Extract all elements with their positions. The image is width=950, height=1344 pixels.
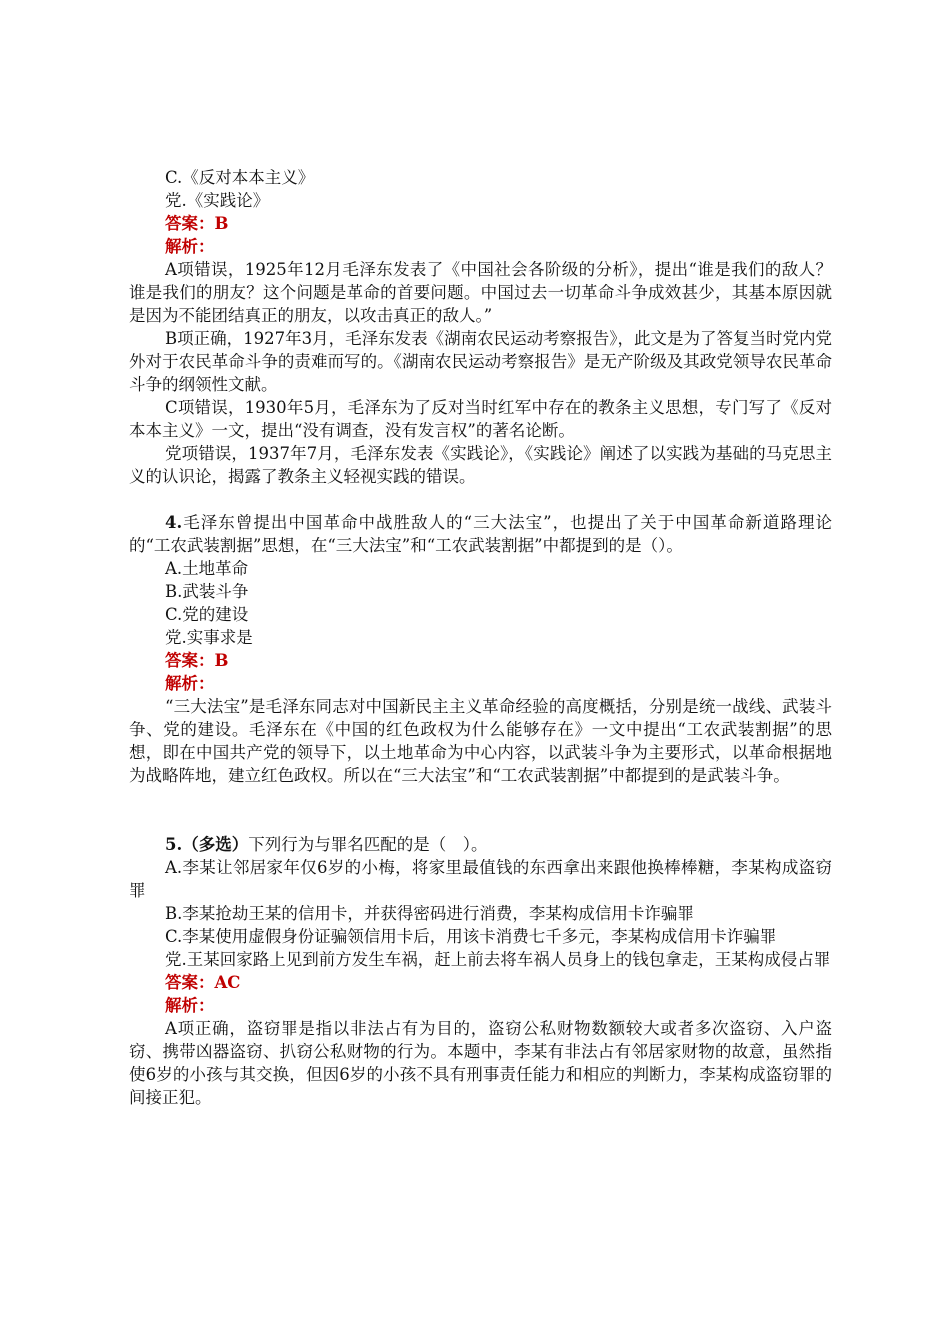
analysis-label: 解析： bbox=[165, 674, 215, 693]
analysis-label: 解析： bbox=[165, 996, 215, 1015]
option-b: B.武装斗争 bbox=[165, 582, 249, 601]
analysis-paragraph: “三大法宝”是毛泽东同志对中国新民主主义革命经验的高度概括，分别是统一战线、武装斗争、党的建设。毛泽东在《中国的红色政权为什么能够存在》一文中提出“工农武装割据”的思想，即在中国共产党的领导下，以土地革命为中心内容，以武装斗争为主要形式，以革命根据地为战略阵地，建立红色政权。所以在“三大法宝”和“工农武装割据”中都提到的是武装斗争。 bbox=[129, 697, 832, 785]
question-stem bbox=[129, 833, 832, 856]
answer-label: 答案：AC bbox=[165, 973, 241, 992]
analysis-paragraph: A项正确，盗窃罪是指以非法占有为目的，盗窃公私财物数额较大或者多次盗窃、入户盗窃、携带凶器盗窃、扒窃公私财物的行为。本题中，李某有非法占有邻居家财物的故意，虽然指使6岁的小孩与其交换，但因6岁的小孩不具有刑事责任能力和相应的判断力，李某构成盗窃罪的间接正犯。 bbox=[129, 1019, 832, 1107]
option-a: A.李某让邻居家年仅6岁的小梅，将家里最值钱的东西拿出来跟他换棒棒糖，李某构成盗窃罪 bbox=[129, 858, 832, 900]
answer-label: 答案：B bbox=[165, 651, 229, 670]
spacer bbox=[129, 787, 832, 810]
question-4 bbox=[129, 511, 832, 787]
option-c: C.李某使用虚假身份证骗领信用卡后，用该卡消费七千多元，李某构成信用卡诈骗罪 bbox=[165, 927, 777, 946]
spacer bbox=[129, 488, 832, 511]
question-number: 5. bbox=[165, 835, 183, 854]
option-c: C.《反对本本主义》 bbox=[165, 168, 315, 187]
option-d: 党.实事求是 bbox=[165, 628, 253, 647]
option-a: A.土地革命 bbox=[165, 559, 249, 578]
question-type-tag: （多选） bbox=[182, 835, 249, 854]
question-stem bbox=[129, 511, 832, 557]
analysis-paragraph: A项错误，1925年12月毛泽东发表了《中国社会各阶级的分析》，提出“谁是我们的敌人？谁是我们的朋友？这个问题是革命的首要问题。中国过去一切革命斗争成效甚少，其基本原因就是因为不能团结真正的朋友，以攻击真正的敌人。” bbox=[129, 260, 832, 325]
analysis-paragraph: C项错误，1930年5月，毛泽东为了反对当时红军中存在的教条主义思想，专门写了《反对本本主义》一文，提出“没有调查，没有发言权”的著名论断。 bbox=[129, 398, 832, 440]
question-text: 毛泽东曾提出中国革命中战胜敌人的“三大法宝”，也提出了关于中国革命新道路理论的“工农武装割据”思想，在“三大法宝”和“工农武装割据”中都提到的是（）。 bbox=[129, 513, 832, 555]
analysis-paragraph: B项正确，1927年3月，毛泽东发表《湖南农民运动考察报告》，此文是为了答复当时党内党外对于农民革命斗争的责难而写的。《湖南农民运动考察报告》是无产阶级及其政党领导农民革命斗争的纲领性文献。 bbox=[129, 329, 832, 394]
question-5 bbox=[129, 833, 832, 1109]
option-b: B.李某抢劫王某的信用卡，并获得密码进行消费，李某构成信用卡诈骗罪 bbox=[165, 904, 694, 923]
option-c: C.党的建设 bbox=[165, 605, 249, 624]
question-number: 4. bbox=[165, 513, 183, 532]
analysis-label: 解析： bbox=[165, 237, 215, 256]
option-d: 党.《实践论》 bbox=[165, 191, 270, 210]
analysis-paragraph: 党项错误，1937年7月，毛泽东发表《实践论》，《实践论》阐述了以实践为基础的马克思主义的认识论，揭露了教条主义轻视实践的错误。 bbox=[129, 444, 832, 486]
question-text: 下列行为与罪名匹配的是（ ）。 bbox=[248, 835, 488, 854]
question-3-tail bbox=[129, 166, 832, 488]
answer-label: 答案：B bbox=[165, 214, 229, 233]
option-d: 党.王某回家路上见到前方发生车祸，赶上前去将车祸人员身上的钱包拿走，王某构成侵占罪 bbox=[165, 950, 831, 969]
spacer bbox=[129, 810, 832, 833]
